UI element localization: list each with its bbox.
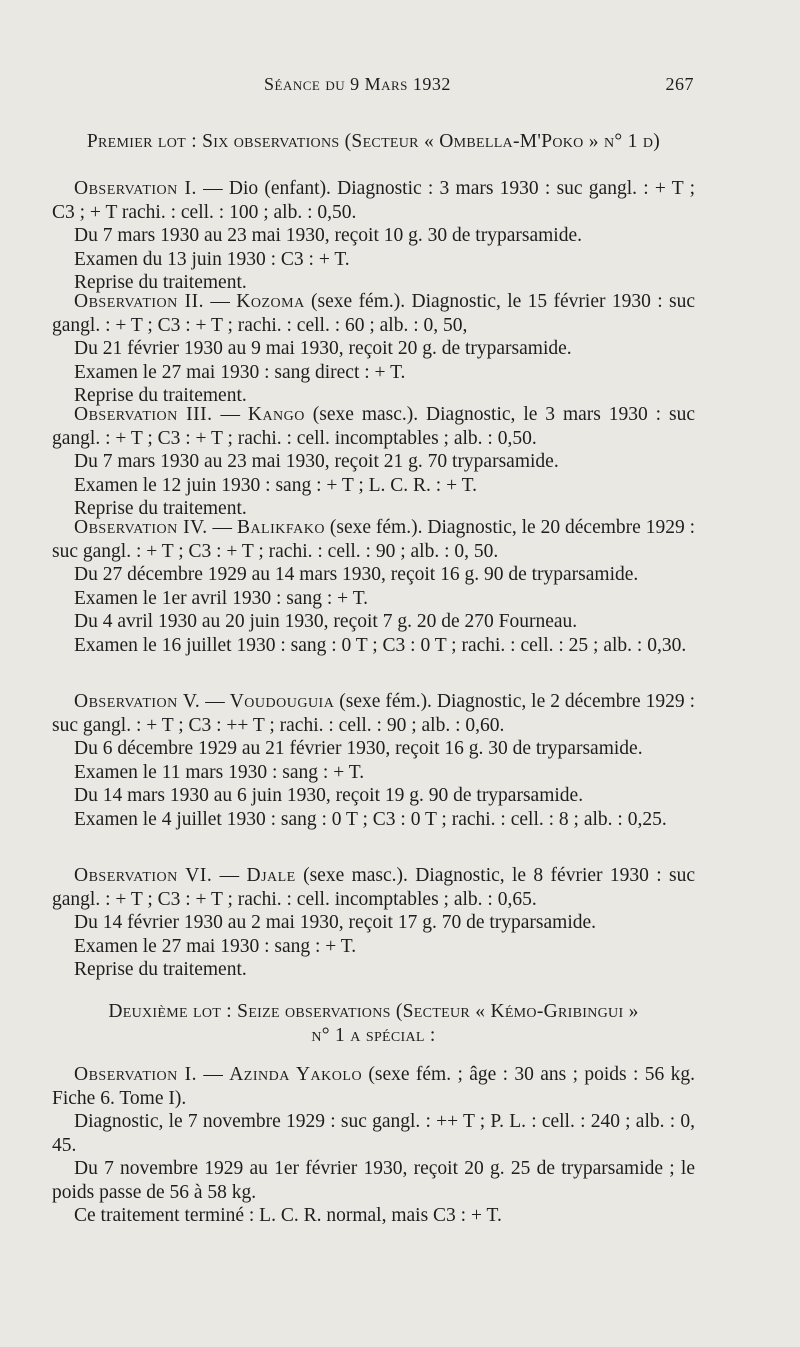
observation-line: Reprise du traitement.	[74, 959, 247, 980]
observation-line: Reprise du traitement.	[74, 385, 247, 406]
observation-line: Examen le 16 juillet 1930 : sang : 0 T ; C3 : 0 T ; rachi. : cell. : 25 ; alb. : 0,30.	[74, 634, 687, 656]
observation-line: Du 4 avril 1930 au 20 juin 1930, reçoit 7 g. 20 de 270 Fourneau.	[74, 611, 578, 632]
observation-1-intro: Observation I. — Dio (enfant). Diagnostic : 3 mars 1930 : suc gangl. : + T ; C3 ; + T rachi. : cell. : 100 ; alb. : 0,50.	[52, 178, 695, 223]
observation-line: Du 7 mars 1930 au 23 mai 1930, reçoit 21 g. 70 tryparsamide.	[74, 451, 559, 472]
observation-label: Observation III.	[74, 404, 213, 425]
observation-line: Du 14 février 1930 au 2 mai 1930, reçoit 17 g. 70 de tryparsamide.	[74, 912, 597, 933]
page-number: 267	[665, 74, 694, 94]
observation-line: Du 6 décembre 1929 au 21 février 1930, reçoit 16 g. 30 de tryparsamide.	[74, 738, 643, 759]
patient-name: Kango	[247, 404, 305, 425]
patient-name: Djale	[246, 865, 296, 886]
observation-label: Observation I.	[74, 178, 197, 199]
observation-3	[52, 403, 695, 521]
observation-6-intro: Observation VI. — Djale (sexe masc.). Diagnostic, le 8 février 1930 : suc gangl. : + T ; C3 : + T ; rachi. : cell. incomptables ; alb. : 0,65.	[52, 865, 696, 910]
observation-line: Du 14 mars 1930 au 6 juin 1930, reçoit 19 g. 90 de tryparsamide.	[74, 785, 584, 806]
observation-2-intro: Observation II. — Kozoma (sexe fém.). Diagnostic, le 15 février 1930 : suc gangl. : + T ; C3 : + T ; rachi. : cell. : 60 ; alb. : 0, 50,	[52, 291, 696, 336]
observation-label: Observation VI.	[74, 865, 213, 886]
observation-4	[52, 516, 695, 657]
observation-4-intro: Observation IV. — Balikfako (sexe fém.). Diagnostic, le 20 décembre 1929 : suc gangl. : + T ; C3 : + T ; rachi. : cell. : 90 ; alb. : 0, 50.	[52, 517, 696, 562]
observation-line: Examen le 1er avril 1930 : sang : + T.	[74, 587, 369, 609]
observation-line: Examen le 27 mai 1930 : sang : + T.	[74, 935, 357, 957]
observation-3-intro: Observation III. — Kango (sexe masc.). Diagnostic, le 3 mars 1930 : suc gangl. : + T ; C3 : + T ; rachi. : cell. incomptables ; alb. : 0,50.	[52, 404, 695, 449]
observation-label: Observation IV.	[74, 517, 208, 538]
observation-6	[52, 864, 695, 982]
observation-line: Reprise du traitement.	[74, 272, 247, 293]
lot2-heading	[52, 1000, 695, 1047]
lot2-observation-1-intro: Observation I. — Azinda Yakolo (sexe fém. ; âge : 30 ans ; poids : 56 kg. Fiche 6. Tome I).	[52, 1064, 695, 1109]
observation-line: Diagnostic, le 7 novembre 1929 : suc gangl. : ++ T ; P. L. : cell. : 240 ; alb. : 0, 45.	[52, 1111, 695, 1156]
running-title: Séance du 9 Mars 1932	[264, 74, 451, 94]
observation-label: Observation II.	[74, 291, 205, 312]
observation-label: Observation I.	[74, 1064, 197, 1085]
patient-name: Voudouguia	[229, 691, 335, 712]
patient-name: Balikfako	[236, 517, 325, 538]
observation-line: Reprise du traitement.	[74, 498, 247, 519]
lot2-heading-line: Deuxième lot : Seize observations (Secteur « Kémo-Gribingui »	[108, 1001, 639, 1022]
observation-line: Du 21 février 1930 au 9 mai 1930, reçoit 20 g. de tryparsamide.	[74, 338, 572, 359]
observation-line: Du 7 mars 1930 au 23 mai 1930, reçoit 10 g. 30 de tryparsamide.	[74, 225, 582, 246]
observation-5	[52, 690, 695, 831]
observation-line: Ce traitement terminé : L. C. R. normal, mais C3 : + T.	[74, 1205, 502, 1226]
observation-line: Examen le 12 juin 1930 : sang : + T ; L. C. R. : + T.	[74, 474, 477, 496]
observation-line: Examen le 27 mai 1930 : sang direct : + T.	[74, 361, 406, 383]
observation-line: Du 7 novembre 1929 au 1er février 1930, reçoit 20 g. 25 de tryparsamide ; le poids passe de 56 à 58 kg.	[52, 1158, 695, 1203]
observation-line: Examen du 13 juin 1930 : C3 : + T.	[74, 248, 350, 270]
observation-line: Examen le 4 juillet 1930 : sang : 0 T ; C3 : 0 T ; rachi. : cell. : 8 ; alb. : 0,25.	[74, 808, 667, 830]
observation-1	[52, 177, 695, 295]
observation-2	[52, 290, 695, 408]
observation-5-intro: Observation V. — Voudouguia (sexe fém.). Diagnostic, le 2 décembre 1929 : suc gangl. : + T ; C3 : ++ T ; rachi. : cell. : 90 ; alb. : 0,60.	[52, 691, 695, 736]
lot2-observation-1	[52, 1063, 695, 1228]
observation-label: Observation V.	[74, 691, 201, 712]
observation-line: Examen le 11 mars 1930 : sang : + T.	[74, 761, 365, 783]
observation-line: Du 27 décembre 1929 au 14 mars 1930, reçoit 16 g. 90 de tryparsamide.	[74, 564, 639, 585]
lot1-heading: Premier lot : Six observations (Secteur « Ombella-M'Poko » n° 1 d)	[86, 131, 661, 152]
patient-name: Azinda Yakolo	[229, 1064, 363, 1085]
patient-name: Kozoma	[236, 291, 305, 312]
lot2-heading-line: n° 1 a spécial :	[311, 1024, 436, 1046]
